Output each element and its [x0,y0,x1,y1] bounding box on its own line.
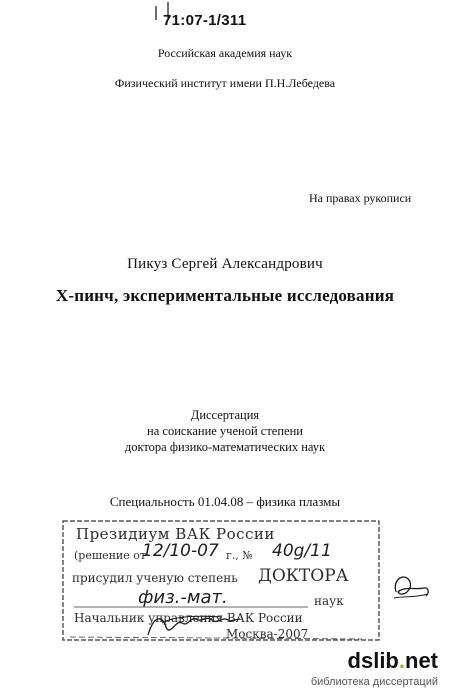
logo-part-net: net [405,648,438,673]
stamp-decision-number: 40g/11 [272,541,332,561]
dissertation-title: Х-пинч, экспериментальные исследования [55,286,395,305]
author-name: Пикуз Сергей Александрович [127,256,323,272]
stamp-sciences: наук [314,594,344,608]
logo-subtitle: библиотека диссертаций [310,676,438,688]
stamp-head: Начальник управления ВАК России [74,611,303,625]
degree-line: доктора физико-математических наук [124,440,326,454]
stamp-decision-mid: г., № [226,549,253,562]
stamp-awarded: присудил ученую степень [72,571,238,585]
rights-notice: На правах рукописи [309,191,412,205]
stamp-decision-date: 12/10-07 [142,541,219,561]
stamp-degree: ДОКТОРА [258,566,349,586]
logo-part-dslib: dslib [347,648,399,673]
vak-stamp [62,519,380,642]
degree-seeking-line: на соискание ученой степени [147,424,303,438]
logo-dot: . [398,648,405,673]
reference-number: 71:07-1/311 [163,12,247,29]
stamp-signature [62,519,380,642]
stamp-field-handwritten: физ.-мат. [138,587,228,608]
specialty-line: Специальность 01.04.08 – физика плазмы [109,494,341,509]
stamp-decision-prefix: (решение от [74,549,146,562]
signature-right [390,568,432,608]
institute-name: Физический институт имени П.Н.Лебедева [114,76,336,90]
stamp-city-year: Москва-2007 [226,627,309,641]
dissertation-label: Диссертация [190,408,260,422]
dslib-logo[interactable] [348,648,438,674]
stamp-presidium: Президиум ВАК России [76,525,275,543]
academy-name: Российская академия наук [157,46,293,60]
